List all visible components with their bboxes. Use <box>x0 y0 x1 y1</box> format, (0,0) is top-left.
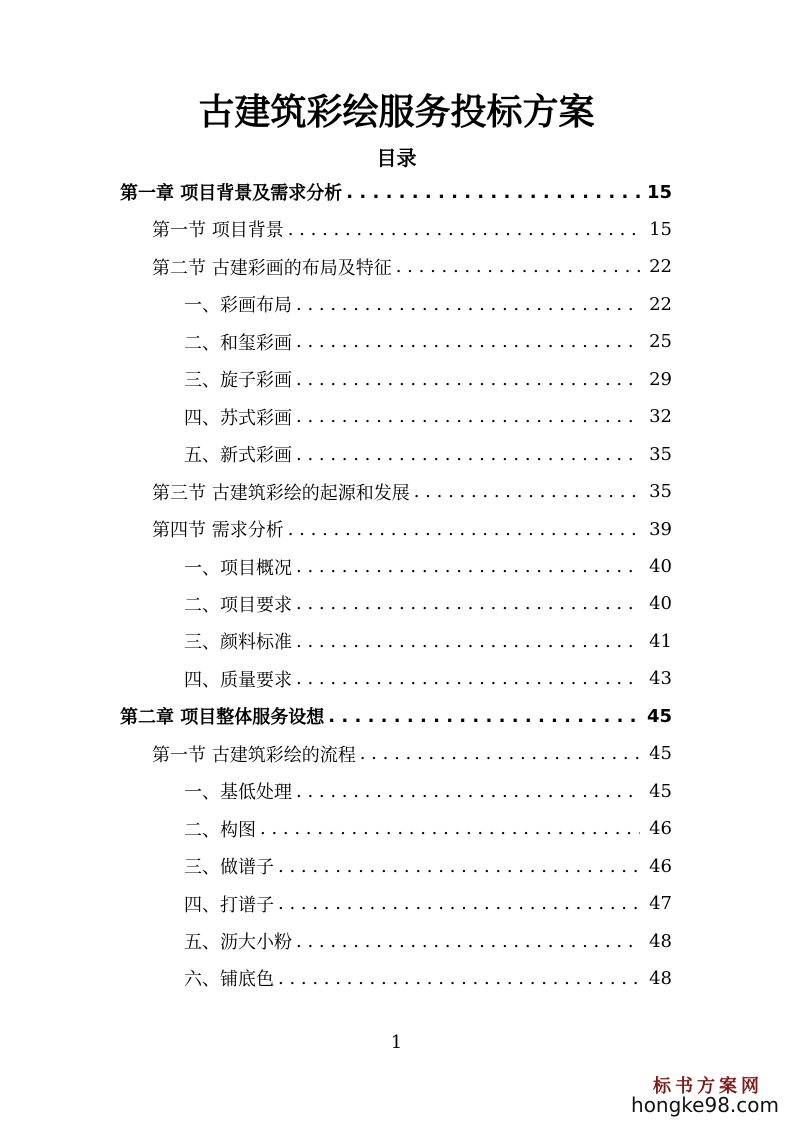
toc-dot-leader <box>296 593 640 614</box>
toc-entry-page: 45 <box>646 705 672 727</box>
toc-entry-page: 48 <box>649 967 672 989</box>
toc-entry[interactable] <box>0 549 672 585</box>
toc-entry[interactable] <box>0 773 672 809</box>
toc-entry[interactable] <box>0 886 672 922</box>
toc-entry-label: 一、项目概况 <box>184 557 292 579</box>
toc-entry-label: 二、构图 <box>184 819 256 841</box>
toc-entry-page: 35 <box>649 443 672 465</box>
toc-entry-page: 39 <box>649 518 672 540</box>
toc-dot-leader <box>296 369 640 390</box>
toc-entry[interactable] <box>0 361 672 397</box>
toc-entry[interactable] <box>0 399 672 435</box>
toc-entry-label: 五、新式彩画 <box>184 445 292 467</box>
toc-entry-page: 43 <box>649 668 672 690</box>
watermark-text-en: hongke98.com <box>631 1093 779 1117</box>
toc-entry[interactable] <box>0 811 672 847</box>
toc-entry-label: 四、苏式彩画 <box>184 407 292 429</box>
toc-dot-leader <box>278 968 640 989</box>
toc-entry-page: 22 <box>649 293 672 315</box>
toc-entry-label: 四、质量要求 <box>184 669 292 691</box>
toc-dot-leader <box>296 668 640 689</box>
toc-entry[interactable] <box>0 960 672 996</box>
toc-dot-leader <box>296 294 640 315</box>
toc-entry-page: 32 <box>649 406 672 428</box>
toc-entry-page: 22 <box>649 256 672 278</box>
toc-dot-leader <box>296 406 640 427</box>
toc-entry-page: 48 <box>649 930 672 952</box>
toc-entry[interactable] <box>0 586 672 622</box>
toc-entry-label: 一、彩画布局 <box>184 295 292 317</box>
toc-heading: 目录 <box>376 146 417 170</box>
toc-entry-page: 45 <box>649 743 672 765</box>
toc-entry-page: 41 <box>649 630 672 652</box>
toc-entry-page: 29 <box>649 368 672 390</box>
toc-entry-label: 第四节 需求分析 <box>152 520 284 542</box>
page-number: 1 <box>390 1032 403 1053</box>
toc-dot-leader <box>278 856 640 877</box>
toc-entry-label: 二、和玺彩画 <box>184 332 292 354</box>
toc-entry-label: 四、打谱子 <box>184 894 274 916</box>
toc-entry[interactable] <box>0 324 672 360</box>
toc-dot-leader <box>296 444 640 465</box>
toc-dot-leader <box>288 519 640 540</box>
toc-entry-label: 三、颜料标准 <box>184 632 292 654</box>
toc-entry-label: 三、做谱子 <box>184 857 274 879</box>
toc-entry[interactable] <box>0 623 672 659</box>
toc-entry-page: 35 <box>649 481 672 503</box>
toc-dot-leader <box>414 481 640 502</box>
toc-entry-page: 47 <box>649 893 672 915</box>
toc-entry-label: 五、沥大小粉 <box>184 932 292 953</box>
toc-entry-label: 一、基低处理 <box>184 782 292 804</box>
toc-dot-leader <box>296 781 640 802</box>
toc-entry-label: 第一节 古建筑彩绘的流程 <box>152 744 356 766</box>
toc-entry-label: 第三节 古建筑彩绘的起源和发展 <box>152 482 410 504</box>
toc-entry-label: 第一节 项目背景 <box>152 220 284 242</box>
toc-entry[interactable] <box>0 249 672 285</box>
toc-entry-label: 第一章 项目背景及需求分析 <box>120 183 343 204</box>
toc-entry[interactable] <box>0 286 672 322</box>
toc-entry[interactable] <box>0 211 672 247</box>
toc-entry-label: 二、项目要求 <box>184 594 292 616</box>
toc-dot-leader <box>296 631 640 652</box>
toc-entry[interactable] <box>0 661 672 697</box>
toc-dot-leader <box>346 182 640 203</box>
toc-entry-page: 46 <box>649 818 672 840</box>
toc-dot-leader <box>396 256 640 277</box>
toc-dot-leader <box>296 931 640 952</box>
toc-entry-page: 45 <box>649 780 672 802</box>
toc-dot-leader <box>296 556 640 577</box>
toc-entry-page: 40 <box>649 556 672 577</box>
toc-entry[interactable] <box>0 511 672 547</box>
toc-dot-leader <box>360 743 640 764</box>
toc-entry-page: 46 <box>649 855 672 877</box>
toc-entry-page: 15 <box>646 181 672 203</box>
toc-dot-leader <box>328 706 640 727</box>
toc-entry-page: 15 <box>649 218 672 240</box>
toc-entry[interactable] <box>0 736 672 772</box>
toc-entry[interactable] <box>0 848 672 884</box>
toc-dot-leader <box>260 818 640 839</box>
toc-entry[interactable] <box>0 474 672 510</box>
toc-entry-page: 40 <box>649 593 672 615</box>
watermark-text-cn: 标书方案网 <box>653 1076 763 1097</box>
toc-dot-leader <box>278 893 640 914</box>
toc-entry-label: 六、铺底色 <box>184 969 274 991</box>
toc-entry[interactable] <box>0 174 672 210</box>
toc-entry-label: 三、旋子彩画 <box>184 370 292 392</box>
toc-entry[interactable] <box>0 698 672 734</box>
toc-entry-label: 第二节 古建彩画的布局及特征 <box>152 257 392 279</box>
toc-entry[interactable] <box>0 436 672 472</box>
toc-entry-page: 25 <box>649 331 672 353</box>
toc-entry-label: 第二章 项目整体服务设想 <box>120 707 325 729</box>
toc-dot-leader <box>296 331 640 352</box>
toc-dot-leader <box>288 219 640 240</box>
toc-entry[interactable] <box>0 923 672 959</box>
document-title: 古建筑彩绘服务投标方案 <box>198 91 595 133</box>
